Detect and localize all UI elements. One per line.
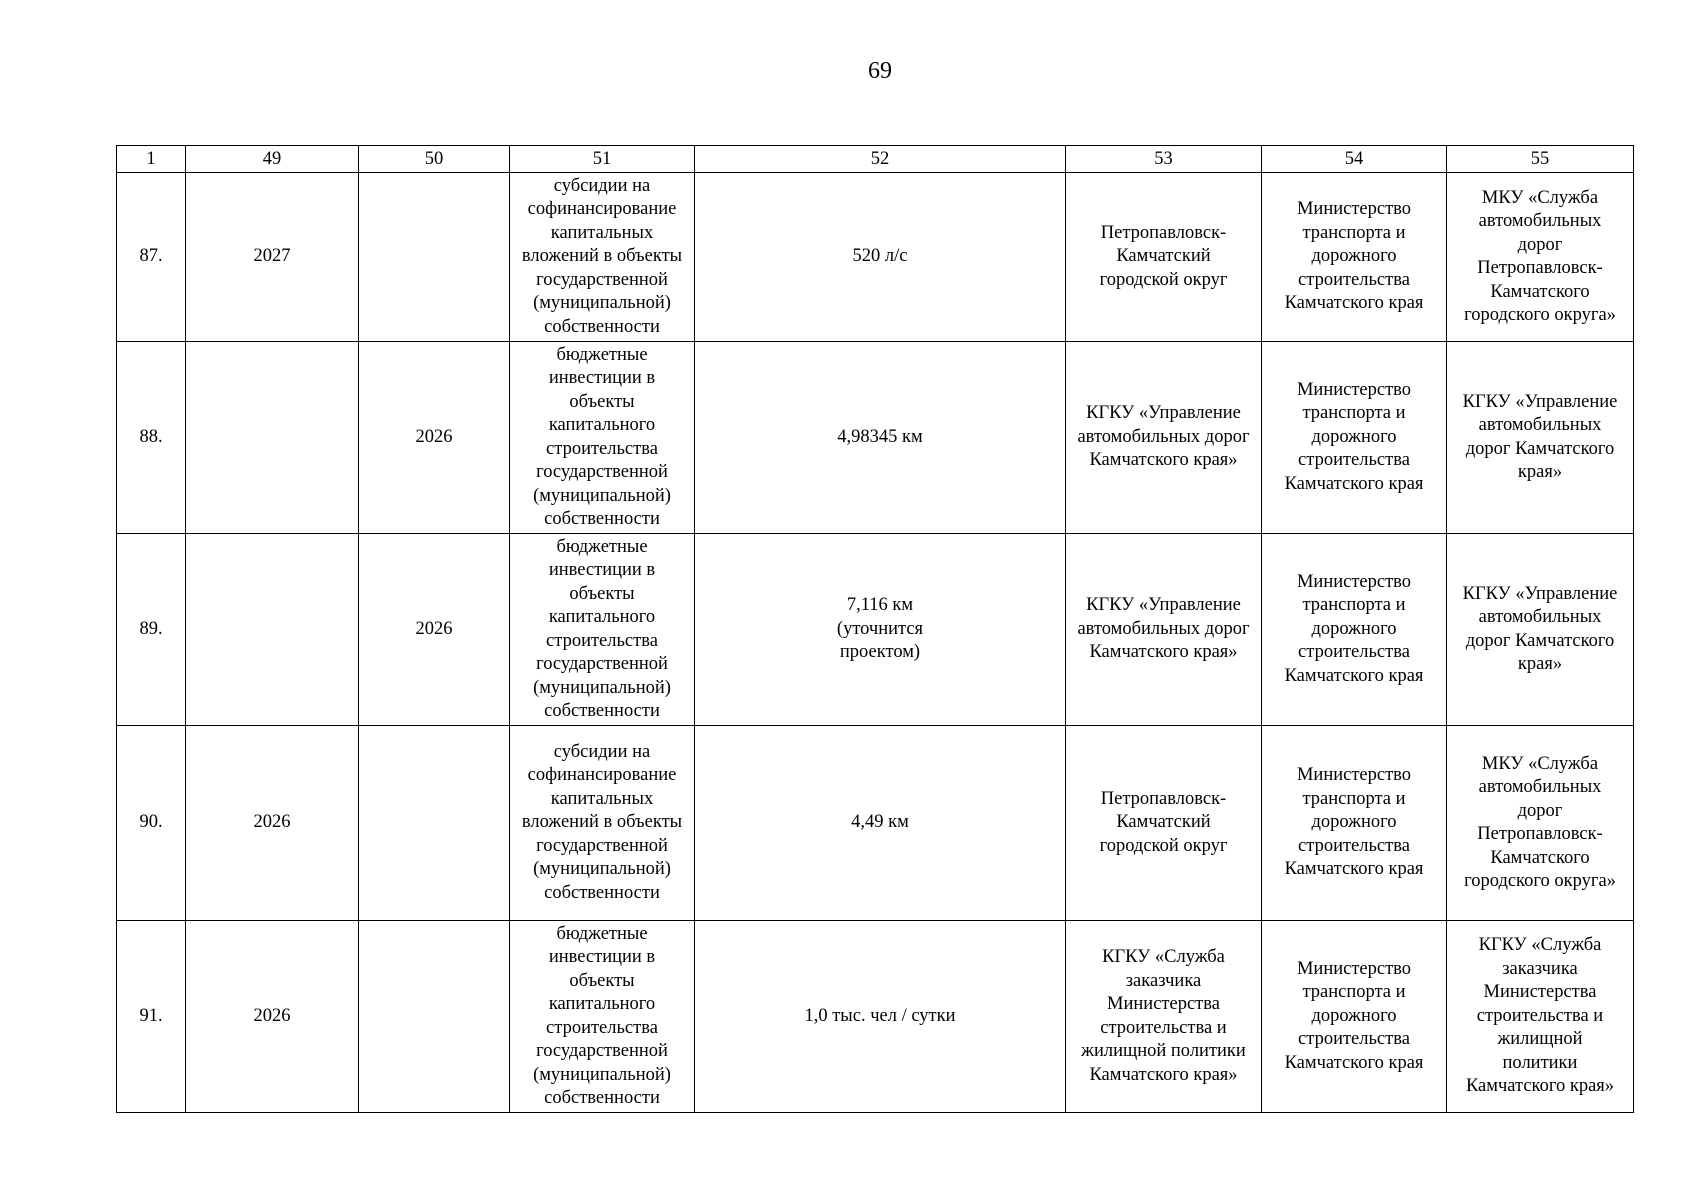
recipient-cell: КГКУ «Управление автомобильных дорог Камчатского края» — [1066, 342, 1262, 534]
customer-cell: КГКУ «Служба заказчика Министерства строительства и жилищной политики Камчатского края» — [1447, 921, 1634, 1113]
table-row — [117, 173, 1634, 342]
year-49-cell: 2027 — [186, 173, 359, 342]
header-cell: 52 — [695, 146, 1066, 173]
capacity-cell: 1,0 тыс. чел / сутки — [695, 921, 1066, 1113]
row-number-cell: 91. — [117, 921, 186, 1113]
table-row — [117, 921, 1634, 1113]
row-number-cell: 89. — [117, 534, 186, 726]
table-row — [117, 726, 1634, 921]
customer-cell: МКУ «Служба автомобильных дорог Петропавловск- Камчатского городского округа» — [1447, 726, 1634, 921]
header-cell: 55 — [1447, 146, 1634, 173]
data-table — [116, 145, 1634, 1113]
ministry-cell: Министерство транспорта и дорожного строительства Камчатского края — [1262, 342, 1447, 534]
funding-type-cell: бюджетные инвестиции в объекты капитального строительства государственной (муниципальной) собственности — [510, 534, 695, 726]
year-50-cell: 2026 — [359, 534, 510, 726]
header-cell: 1 — [117, 146, 186, 173]
header-cell: 50 — [359, 146, 510, 173]
row-number-cell: 90. — [117, 726, 186, 921]
funding-type-cell: субсидии на софинансирование капитальных вложений в объекты государственной (муниципальной) собственности — [510, 173, 695, 342]
funding-type-cell: бюджетные инвестиции в объекты капитального строительства государственной (муниципальной) собственности — [510, 342, 695, 534]
recipient-cell: Петропавловск- Камчатский городской округ — [1066, 173, 1262, 342]
customer-cell: МКУ «Служба автомобильных дорог Петропавловск- Камчатского городского округа» — [1447, 173, 1634, 342]
ministry-cell: Министерство транспорта и дорожного строительства Камчатского края — [1262, 534, 1447, 726]
table-header-row — [117, 146, 1634, 173]
ministry-cell: Министерство транспорта и дорожного строительства Камчатского края — [1262, 921, 1447, 1113]
recipient-cell: Петропавловск- Камчатский городской округ — [1066, 726, 1262, 921]
table-row — [117, 342, 1634, 534]
header-cell: 51 — [510, 146, 695, 173]
recipient-cell: КГКУ «Управление автомобильных дорог Камчатского края» — [1066, 534, 1262, 726]
year-50-cell — [359, 173, 510, 342]
year-49-cell: 2026 — [186, 921, 359, 1113]
ministry-cell: Министерство транспорта и дорожного строительства Камчатского края — [1262, 173, 1447, 342]
recipient-cell: КГКУ «Служба заказчика Министерства строительства и жилищной политики Камчатского края» — [1066, 921, 1262, 1113]
header-cell: 54 — [1262, 146, 1447, 173]
year-50-cell — [359, 726, 510, 921]
table-row — [117, 534, 1634, 726]
year-49-cell: 2026 — [186, 726, 359, 921]
row-number-cell: 88. — [117, 342, 186, 534]
capacity-cell: 7,116 км (уточнится проектом) — [695, 534, 1066, 726]
header-cell: 53 — [1066, 146, 1262, 173]
page-number: 69 — [868, 58, 892, 84]
year-50-cell: 2026 — [359, 342, 510, 534]
year-49-cell — [186, 342, 359, 534]
year-50-cell — [359, 921, 510, 1113]
customer-cell: КГКУ «Управление автомобильных дорог Камчатского края» — [1447, 342, 1634, 534]
row-number-cell: 87. — [117, 173, 186, 342]
capacity-cell: 4,98345 км — [695, 342, 1066, 534]
capacity-cell: 520 л/с — [695, 173, 1066, 342]
capacity-cell: 4,49 км — [695, 726, 1066, 921]
funding-type-cell: субсидии на софинансирование капитальных вложений в объекты государственной (муниципальной) собственности — [510, 726, 695, 921]
funding-type-cell: бюджетные инвестиции в объекты капитального строительства государственной (муниципальной) собственности — [510, 921, 695, 1113]
customer-cell: КГКУ «Управление автомобильных дорог Камчатского края» — [1447, 534, 1634, 726]
header-cell: 49 — [186, 146, 359, 173]
year-49-cell — [186, 534, 359, 726]
ministry-cell: Министерство транспорта и дорожного строительства Камчатского края — [1262, 726, 1447, 921]
